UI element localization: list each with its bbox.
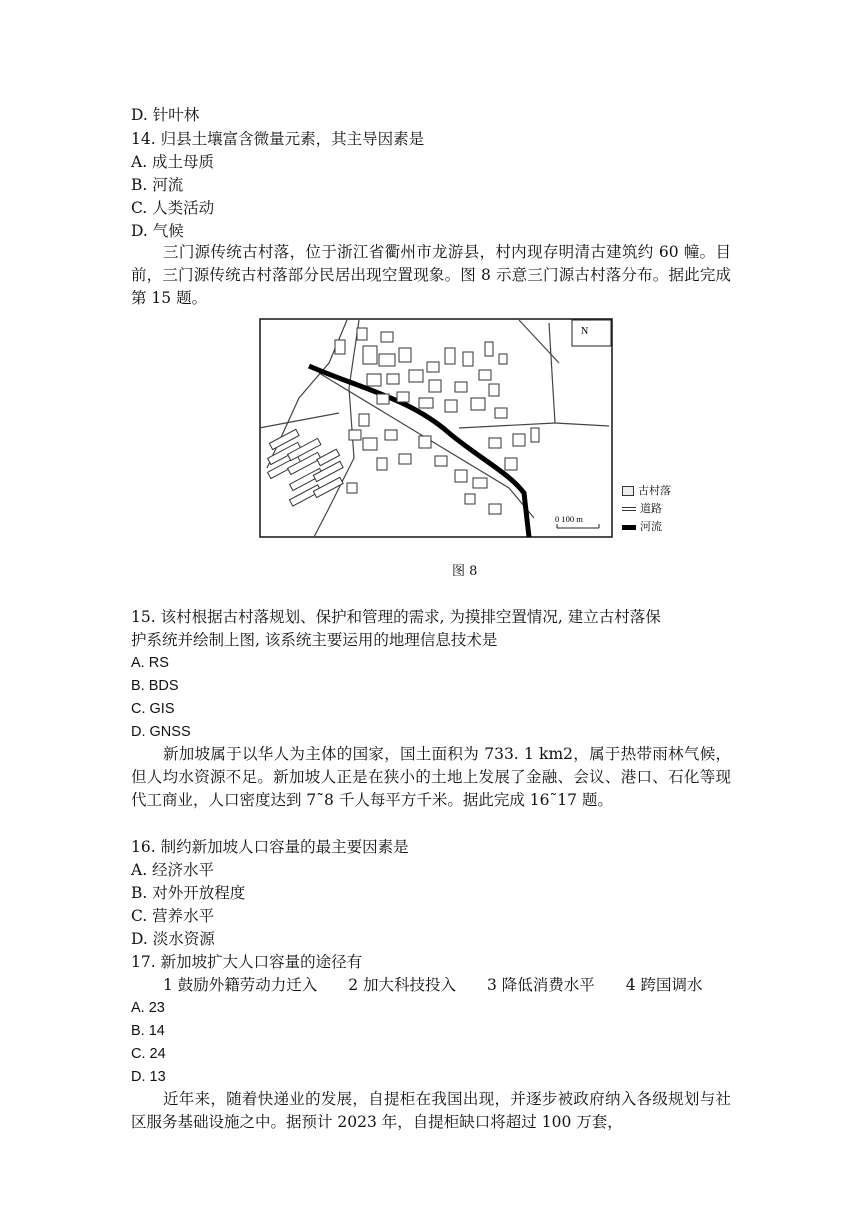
building [465,494,475,504]
q14-option-b: B. 河流 [131,176,184,194]
building [397,392,409,402]
building [495,408,507,418]
building [479,370,491,380]
building [349,430,361,440]
q17-statement: 2 加大科技投入 [348,976,457,994]
q14-option-a: A. 成土母质 [131,153,215,171]
building [513,434,525,446]
road-swatch-icon [622,507,636,511]
building [419,436,431,448]
building [445,348,455,364]
building [455,470,467,482]
building [385,430,397,440]
q15-intro-paragraph: 三门源传统古村落，位于浙江省衢州市龙游县，村内现存明清古建筑约 60 幢。目前，三门源传统古村落部分民居出现空置现象。图 8 示意三门源古村落分布。据此完成第 15 题。 [131,243,731,307]
building [489,504,501,514]
legend-item-road: 道路 [622,502,662,516]
scale-label: 0 100 m [555,514,583,524]
q17-option-a: A. 23 [131,1000,165,1016]
building [377,458,387,470]
building [419,398,433,408]
q15-option-c: C. GIS [131,701,175,717]
building [499,354,507,364]
building [489,384,499,396]
building [399,348,411,362]
q15-option-b: B. BDS [131,678,179,694]
q16-option-a: A. 经济水平 [131,861,215,879]
figure-caption: 图 8 [452,564,478,579]
building [357,328,367,340]
map-frame [260,319,612,537]
q14-option-c: C. 人类活动 [131,199,215,217]
building [505,458,517,470]
q15-option-a: A. RS [131,655,169,671]
building [359,414,369,426]
building [347,483,357,493]
q16-17-intro-paragraph: 新加坡属于以华人为主体的国家，国土面积为 733. 1 km2，属于热带雨林气候，但人均水资源不足。新加坡人正是在狭小的土地上发展了金融、会议、港口、石化等现代工商业，人口密度达到 7˜8 千人每平方千米。据此完成 16˜17 题。 [131,745,731,809]
q17-statement: 3 降低消费水平 [486,976,595,994]
building [363,346,377,364]
building [367,374,381,386]
q16-option-b: B. 对外开放程度 [131,884,246,902]
building [435,456,447,466]
q17-stem: 17. 新加坡扩大人口容量的途径有 [131,953,363,971]
q17-option-c: C. 24 [131,1046,166,1062]
building [399,454,411,464]
building [335,340,345,354]
river-swatch-icon [622,525,636,530]
building [381,332,393,342]
q13-option-d: D. 针叶林 [131,106,200,124]
building [531,428,539,442]
last-intro-paragraph: 近年来，随着快递业的发展，自提柜在我国出现，并逐步被政府纳入各级规划与社区服务基础设施之中。据预计 2023 年，自提柜缺口将超过 100 万套， [131,1090,731,1131]
building [463,352,473,366]
q17-option-b: B. 14 [131,1023,165,1039]
map-svg [259,318,679,543]
building [445,400,457,412]
building [489,438,501,448]
q17-option-d: D. 13 [131,1069,166,1085]
q17-statement-list [163,975,729,995]
q16-option-d: D. 淡水资源 [131,930,215,948]
building [377,394,389,404]
q17-statement: 4 跨国调水 [625,976,703,994]
building [387,374,399,384]
building-swatch-icon [622,486,634,496]
q14-option-d: D. 气候 [131,222,184,240]
building [363,438,377,450]
north-arrow-label: N [581,326,589,337]
building [471,398,485,410]
q14-stem: 14. 归县土壤富含微量元素，其主导因素是 [131,130,425,148]
q16-stem: 16. 制约新加坡人口容量的最主要因素是 [131,838,409,856]
north-box [572,320,611,346]
figure-8-village-map [259,318,679,543]
q16-option-c: C. 营养水平 [131,907,215,925]
building [429,380,441,392]
building [409,370,423,382]
q15-stem-line-1: 15. 该村根据古村落规划、保护和管理的需求, 为摸排空置情况, 建立古村落保 [131,608,661,626]
building [485,342,493,356]
building [473,478,487,488]
building [427,362,439,372]
q15-stem-line-2: 护系统并绘制上图, 该系统主要运用的地理信息技术是 [131,631,498,649]
building [455,382,467,392]
legend-item-river: 河流 [622,520,662,534]
q17-statement: 1 鼓励外籍劳动力迁入 [163,976,318,994]
building [379,354,395,366]
legend-item-village: 古村落 [622,484,671,498]
q15-option-d: D. GNSS [131,724,191,740]
